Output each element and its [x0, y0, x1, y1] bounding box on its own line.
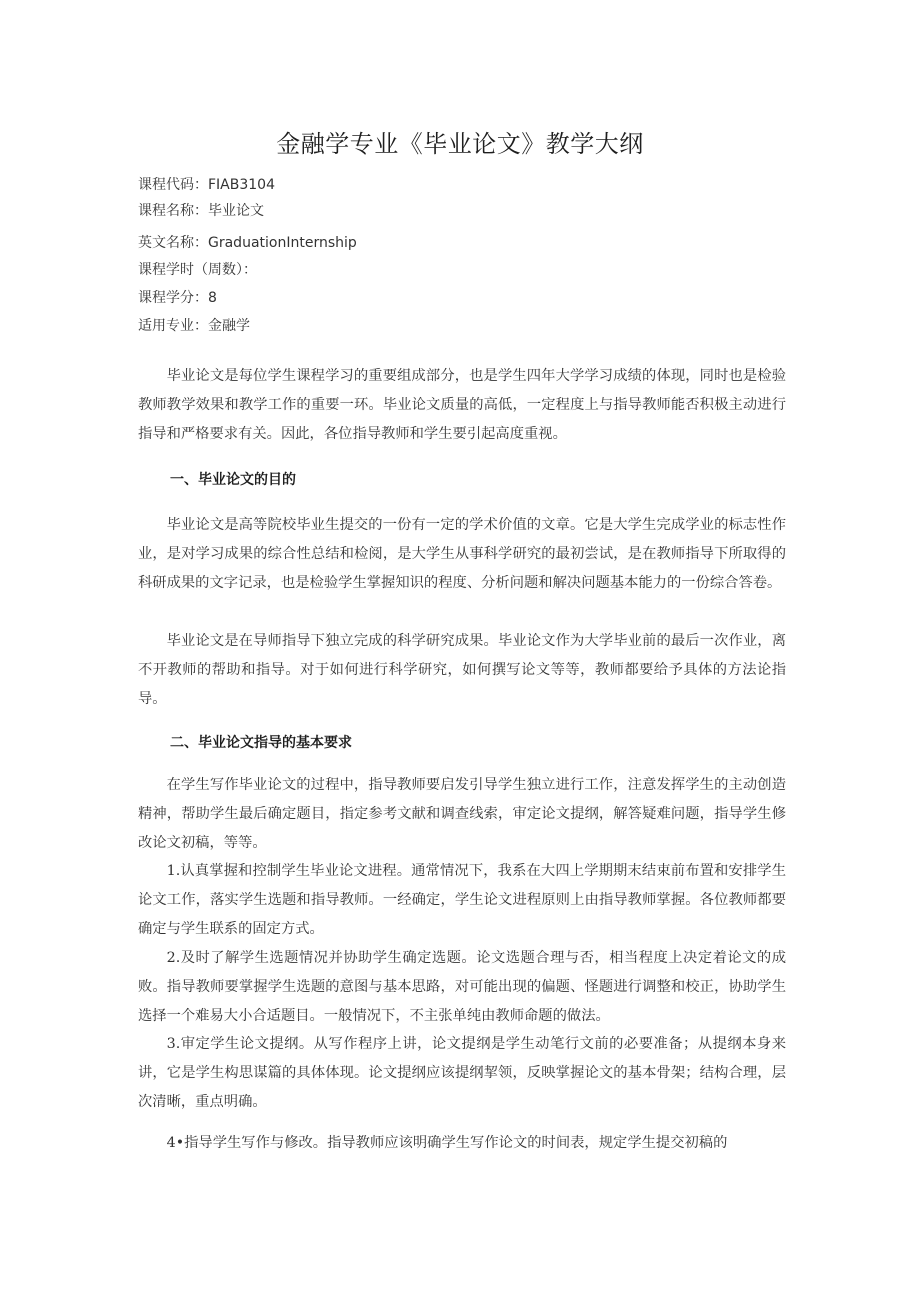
credits-label: 课程学分： — [138, 290, 208, 306]
section1-paragraph-1: 毕业论文是高等院校毕业生提交的一份有一定的学术价值的文章。它是大学生完成学业的标志性作业，是对学习成果的综合性总结和检阅，是大学生从事科学研究的最初尝试，是在教师指导下所取得的科研成果的文字记录，也是检验学生掌握知识的程度、分析问题和解决问题基本能力的一份综合答卷。 — [138, 517, 786, 591]
meta-course-name — [138, 201, 264, 221]
meta-course-code — [138, 175, 275, 195]
section2-item-4: 4•指导学生写作与修改。指导教师应该明确学生写作论文的时间表，规定学生提交初稿的 — [166, 1135, 728, 1151]
section2-paragraph-1: 在学生写作毕业论文的过程中，指导教师要启发引导学生独立进行工作，注意发挥学生的主动创造精神，帮助学生最后确定题目，指定参考文献和调查线索，审定论文提纲，解答疑难问题，指导学生修改论文初稿，等等。 — [138, 777, 786, 851]
major-label: 适用专业： — [138, 318, 208, 334]
intro-paragraph: 毕业论文是每位学生课程学习的重要组成部分，也是学生四年大学学习成绩的体现，同时也是检验教师教学效果和教学工作的重要一环。毕业论文质量的高低，一定程度上与指导教师能否积极主动进行指导和严格要求有关。因此，各位指导教师和学生要引起高度重视。 — [138, 368, 786, 442]
english-name-label: 英文名称： — [138, 235, 208, 251]
meta-hours — [138, 260, 257, 280]
section2-item-3: 3.审定学生论文提纲。从写作程序上讲，论文提纲是学生动笔行文前的必要准备；从提纲本身来讲，它是学生构思谋篇的具体体现。论文提纲应该提纲挈领，反映掌握论文的基本骨架；结构合理，层次清晰，重点明确。 — [138, 1036, 786, 1110]
course-code-value: FIAB3104 — [208, 177, 275, 193]
document-title: 金融学专业《毕业论文》教学大纲 — [276, 130, 644, 158]
section2-heading: 二、毕业论文指导的基本要求 — [170, 735, 352, 751]
credits-value: 8 — [208, 290, 217, 306]
course-name-label: 课程名称： — [138, 203, 208, 219]
course-name-value: 毕业论文 — [208, 203, 264, 219]
english-name-value: GraduationInternship — [208, 235, 357, 251]
meta-credits — [138, 288, 217, 308]
major-value: 金融学 — [208, 318, 250, 334]
course-code-label: 课程代码： — [138, 177, 208, 193]
meta-major — [138, 316, 250, 336]
hours-label: 课程学时（周数）： — [138, 262, 257, 278]
section1-paragraph-2: 毕业论文是在导师指导下独立完成的科学研究成果。毕业论文作为大学毕业前的最后一次作业，离不开教师的帮助和指导。对于如何进行科学研究，如何撰写论文等等，教师都要给予具体的方法论指导。 — [138, 633, 786, 707]
section2-item-2: 2.及时了解学生选题情况并协助学生确定选题。论文选题合理与否，相当程度上决定着论文的成败。指导教师要掌握学生选题的意图与基本思路，对可能出现的偏题、怪题进行调整和校正，协助学生选择一个难易大小合适题目。一般情况下，不主张单纯由教师命题的做法。 — [138, 950, 786, 1024]
section2-item-1: 1.认真掌握和控制学生毕业论文进程。通常情况下，我系在大四上学期期末结束前布置和安排学生论文工作，落实学生选题和指导教师。一经确定，学生论文进程原则上由指导教师掌握。各位教师都要确定与学生联系的固定方式。 — [138, 863, 786, 937]
section1-heading: 一、毕业论文的目的 — [170, 472, 296, 488]
meta-english-name — [138, 233, 357, 253]
